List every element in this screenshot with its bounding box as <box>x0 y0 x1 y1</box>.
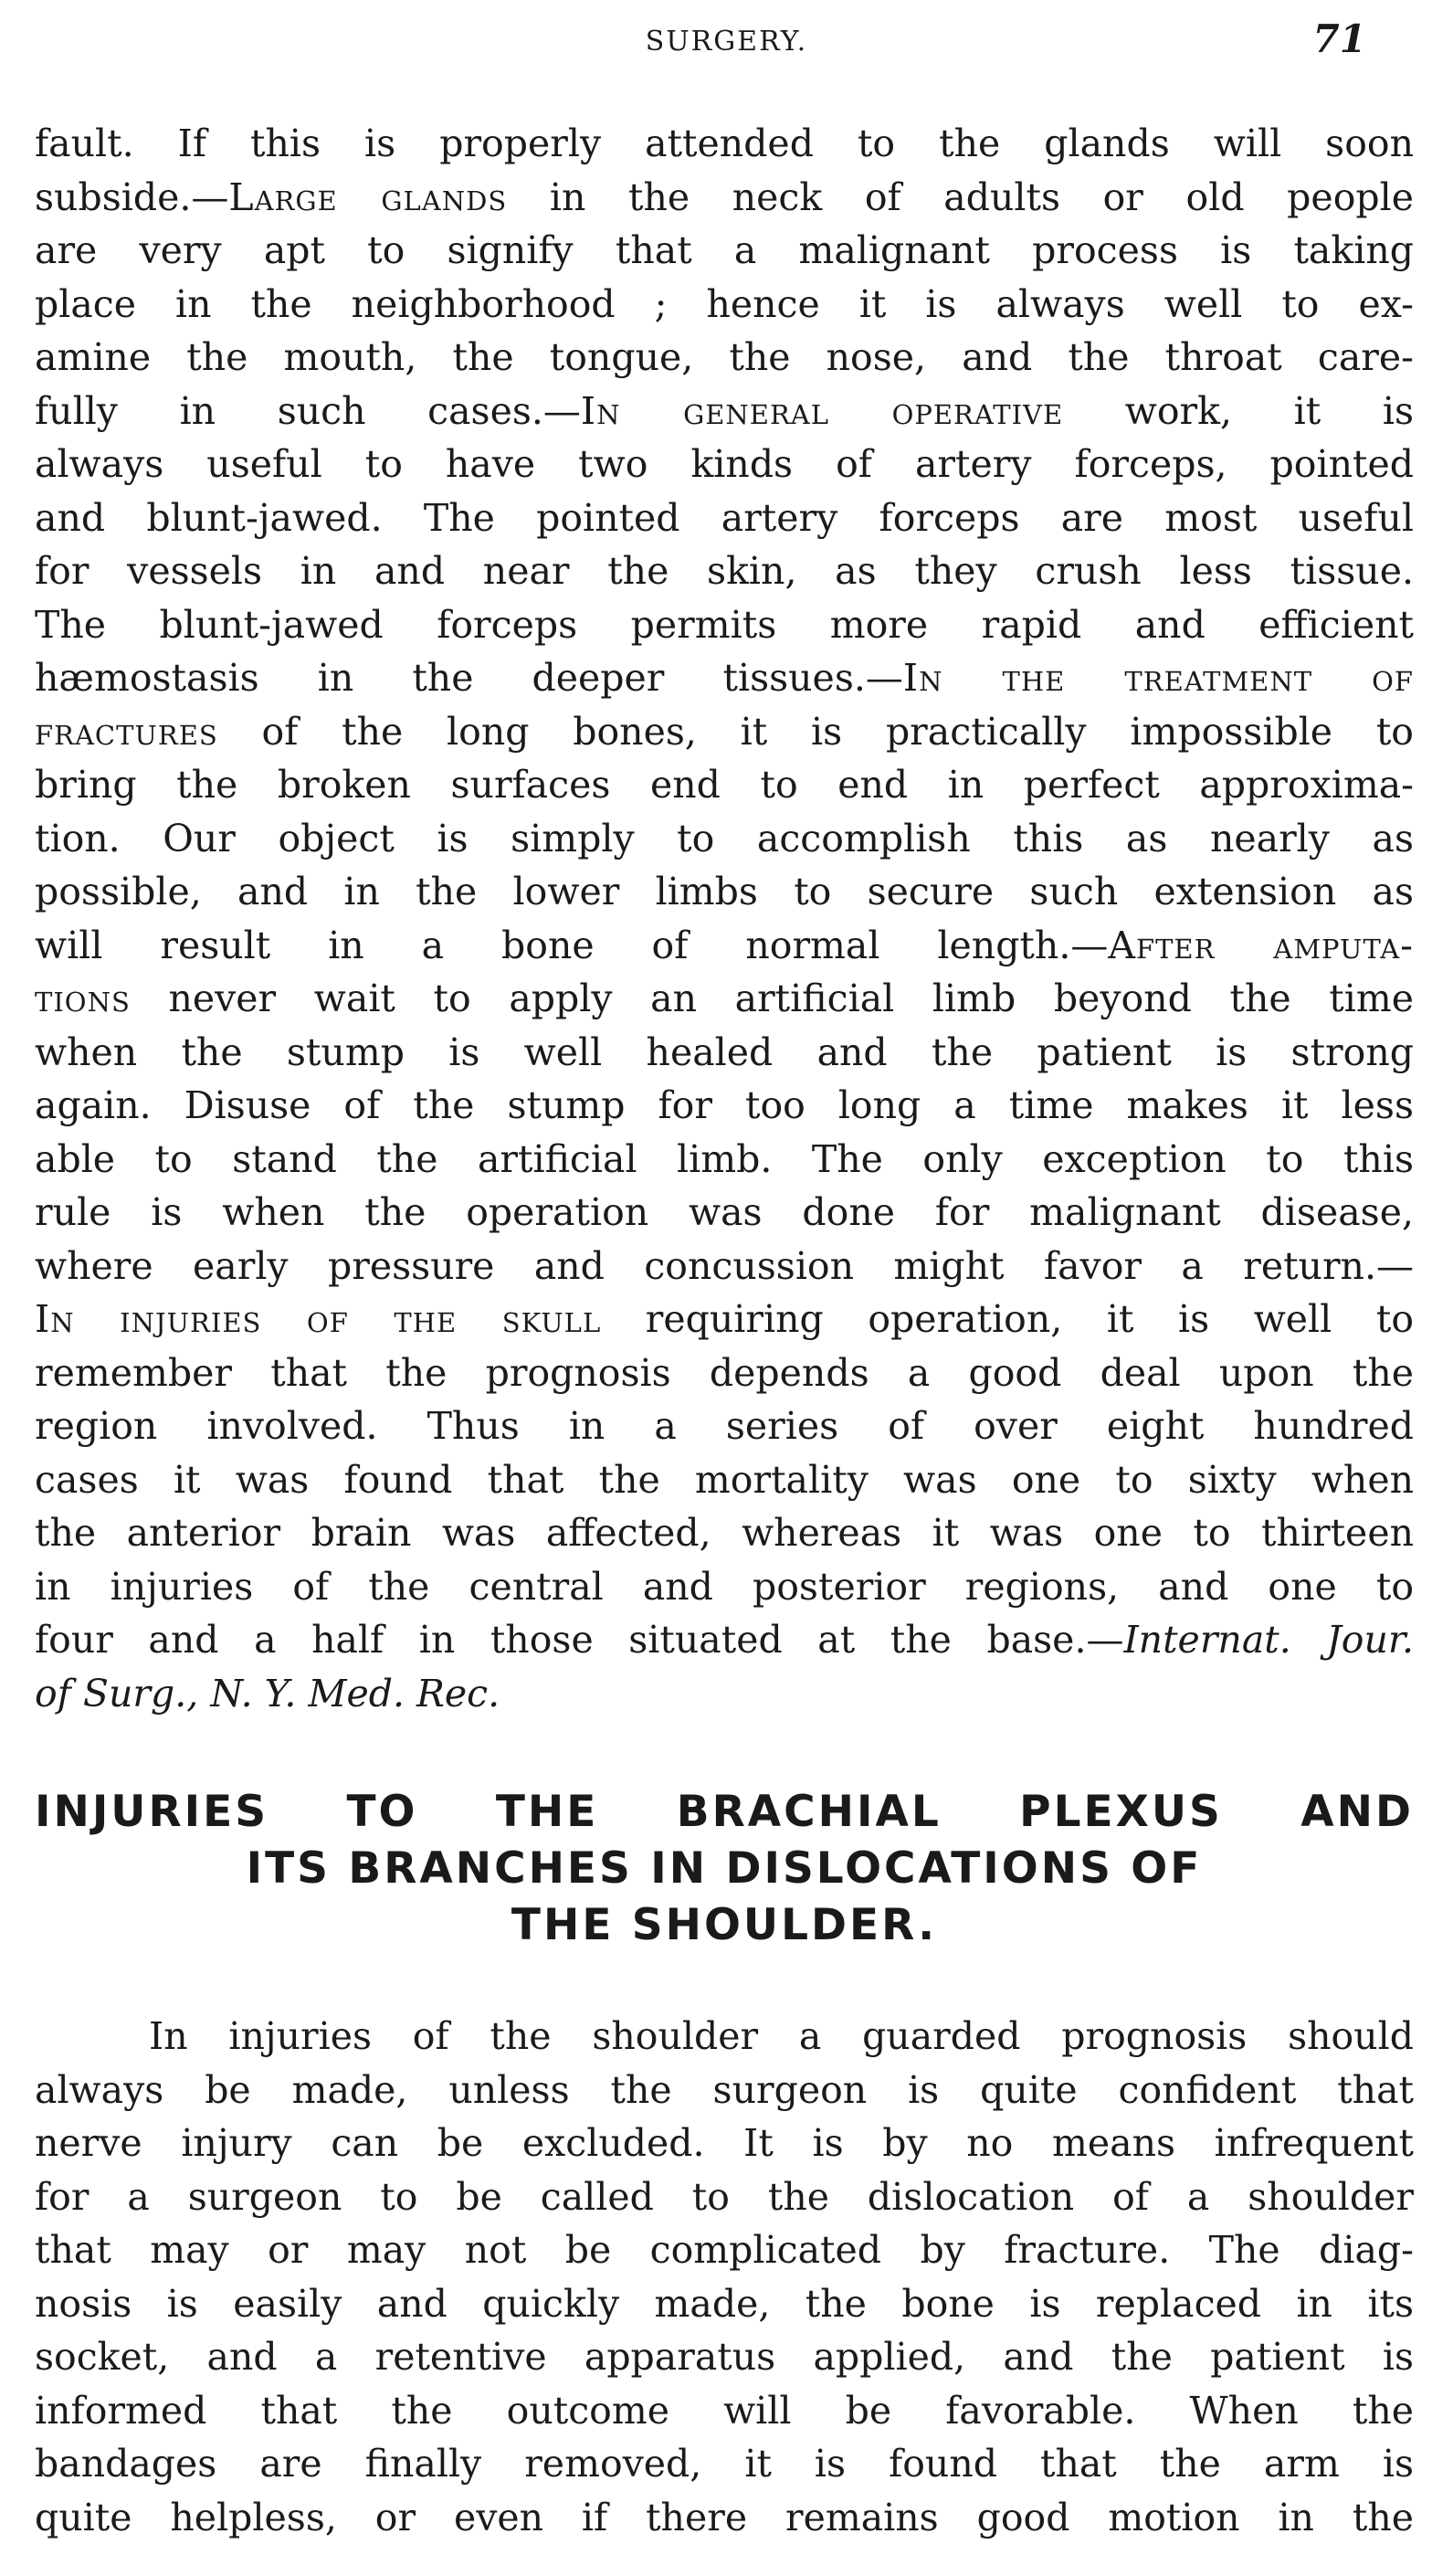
text-line <box>35 865 1414 919</box>
text-run: for vessels in and near the skin, as they crush less tissue. <box>35 549 1414 593</box>
text-run: quite helpless, or even if there remains good motion in the <box>35 2495 1414 2539</box>
text-line <box>35 171 1414 225</box>
text-run: fully in such cases.— <box>35 388 581 433</box>
text-line <box>35 117 1414 171</box>
text-run: fault. If this is properly attended to the glands will soon <box>35 121 1414 165</box>
text-line <box>35 812 1414 866</box>
text-line <box>35 1026 1414 1080</box>
text-line <box>35 1133 1414 1187</box>
text-run: The blunt-jawed forceps permits more rapid and efficient <box>35 602 1414 647</box>
text-line <box>35 1453 1414 1507</box>
text-line <box>35 2277 1414 2331</box>
text-line <box>35 1399 1414 1453</box>
text-run: bandages are finally removed, it is found that the arm is <box>35 2442 1414 2486</box>
text-line <box>35 1186 1414 1240</box>
text-line <box>35 224 1414 278</box>
text-run: remember that the prognosis depends a good deal upon the <box>35 1350 1414 1395</box>
text-run: work, it is <box>1063 388 1414 433</box>
text-line <box>35 972 1414 1026</box>
small-caps-run: tions <box>35 977 131 1020</box>
text-line <box>35 2117 1414 2170</box>
text-line <box>35 278 1414 332</box>
text-line <box>35 2170 1414 2224</box>
text-run: that may or may not be complicated by fracture. The diag- <box>35 2228 1414 2272</box>
heading-line: ITS BRANCHES IN DISLOCATIONS OF <box>246 1843 1203 1894</box>
heading-line: INJURIES TO THE BRACHIAL PLEXUS AND <box>35 1787 1414 1837</box>
section-heading <box>35 1784 1414 1954</box>
heading-line: THE SHOULDER. <box>511 1900 938 1950</box>
text-line <box>35 331 1414 385</box>
text-line <box>35 2384 1414 2438</box>
text-run: cases it was found that the mortality was one to sixty when <box>35 1457 1414 1502</box>
text-line <box>35 1613 1414 1667</box>
text-line <box>35 758 1414 812</box>
small-caps-run: Large glands <box>228 174 508 219</box>
article-1-body <box>35 117 1414 1720</box>
text-run: region involved. Thus in a series of over eight hundred <box>35 1404 1414 1448</box>
text-run: nerve injury can be excluded. It is by no means infrequent <box>35 2121 1414 2165</box>
running-title: SURGERY. <box>645 26 808 58</box>
small-caps-run: In general operative <box>580 388 1064 433</box>
text-run: where early pressure and concussion might favor a return.— <box>35 1243 1414 1288</box>
text-run: when the stump is well healed and the patient is strong <box>35 1029 1414 1074</box>
text-run: are very apt to signify that a malignant process is taking <box>35 228 1414 272</box>
text-run: four and a half in those situated at the base.— <box>35 1618 1124 1662</box>
text-run: the anterior brain was affected, whereas it was one to thirteen <box>35 1511 1414 1555</box>
text-line <box>35 491 1414 545</box>
text-run: and blunt-jawed. The pointed artery forceps are most useful <box>35 495 1414 540</box>
text-line <box>35 544 1414 598</box>
text-run: In injuries of the shoulder a guarded prognosis should <box>149 2014 1414 2058</box>
text-line <box>35 2491 1414 2545</box>
text-line <box>35 2010 1414 2064</box>
italic-run: of Surg., N. Y. Med. Rec. <box>35 1671 500 1716</box>
text-run: tion. Our object is simply to accomplish this as nearly as <box>35 816 1414 860</box>
text-run: of the long bones, it is practically impossible to <box>217 709 1414 754</box>
text-run: always useful to have two kinds of artery forceps, pointed <box>35 442 1414 486</box>
small-caps-run: After amputa- <box>1108 923 1414 967</box>
text-run: always be made, unless the surgeon is quite confident that <box>35 2067 1414 2112</box>
text-run: socket, and a retentive apparatus applied, and the patient is <box>35 2335 1414 2379</box>
text-line <box>35 1293 1414 1346</box>
text-run: for a surgeon to be called to the dislocation of a shoulder <box>35 2174 1414 2219</box>
text-line <box>35 1240 1414 1293</box>
small-caps-run: fractures <box>35 709 218 754</box>
text-line <box>35 1346 1414 1400</box>
text-run: rule is when the operation was done for malignant disease, <box>35 1190 1414 1234</box>
text-run: bring the broken surfaces end to end in perfect approxima- <box>35 763 1414 807</box>
text-run: place in the neighborhood ; hence it is always well to ex- <box>35 281 1414 326</box>
text-run: hæmostasis in the deeper tissues.— <box>35 656 903 700</box>
article-2-body <box>35 2010 1414 2544</box>
text-run: again. Disuse of the stump for too long a time makes it less <box>35 1083 1414 1127</box>
text-line <box>35 1506 1414 1560</box>
text-run: nosis is easily and quickly made, the bone is replaced in its <box>35 2281 1414 2326</box>
text-line <box>35 1560 1414 1614</box>
text-line <box>35 385 1414 438</box>
text-line <box>35 2223 1414 2277</box>
text-run: informed that the outcome will be favorable. When the <box>35 2388 1414 2433</box>
italic-run: Internat. Jour. <box>1123 1618 1414 1662</box>
running-head <box>0 9 1453 64</box>
text-line <box>35 2330 1414 2384</box>
text-run: will result in a bone of normal length.— <box>35 923 1109 967</box>
text-line <box>35 919 1414 973</box>
text-line <box>35 598 1414 652</box>
text-run: never wait to apply an artificial limb beyond the time <box>130 977 1414 1020</box>
text-run: in the neck of adults or old people <box>507 174 1414 219</box>
small-caps-run: In the treatment of <box>902 656 1414 700</box>
text-run: able to stand the artificial limb. The only exception to this <box>35 1136 1414 1181</box>
text-run: possible, and in the lower limbs to secure such extension as <box>35 870 1414 913</box>
text-run: requiring operation, it is well to <box>601 1297 1414 1341</box>
text-line <box>35 2064 1414 2117</box>
text-run: amine the mouth, the tongue, the nose, and the throat care- <box>35 335 1414 379</box>
text-line <box>35 1667 1414 1721</box>
text-run: subside.— <box>35 174 229 219</box>
text-line <box>35 651 1414 705</box>
text-line <box>35 2437 1414 2491</box>
page-number: 71 <box>1312 16 1366 61</box>
text-line <box>35 1079 1414 1133</box>
text-run: in injuries of the central and posterior regions, and one to <box>35 1564 1414 1609</box>
small-caps-run: In injuries of the skull <box>35 1297 602 1341</box>
text-line <box>35 438 1414 491</box>
text-line <box>35 705 1414 759</box>
